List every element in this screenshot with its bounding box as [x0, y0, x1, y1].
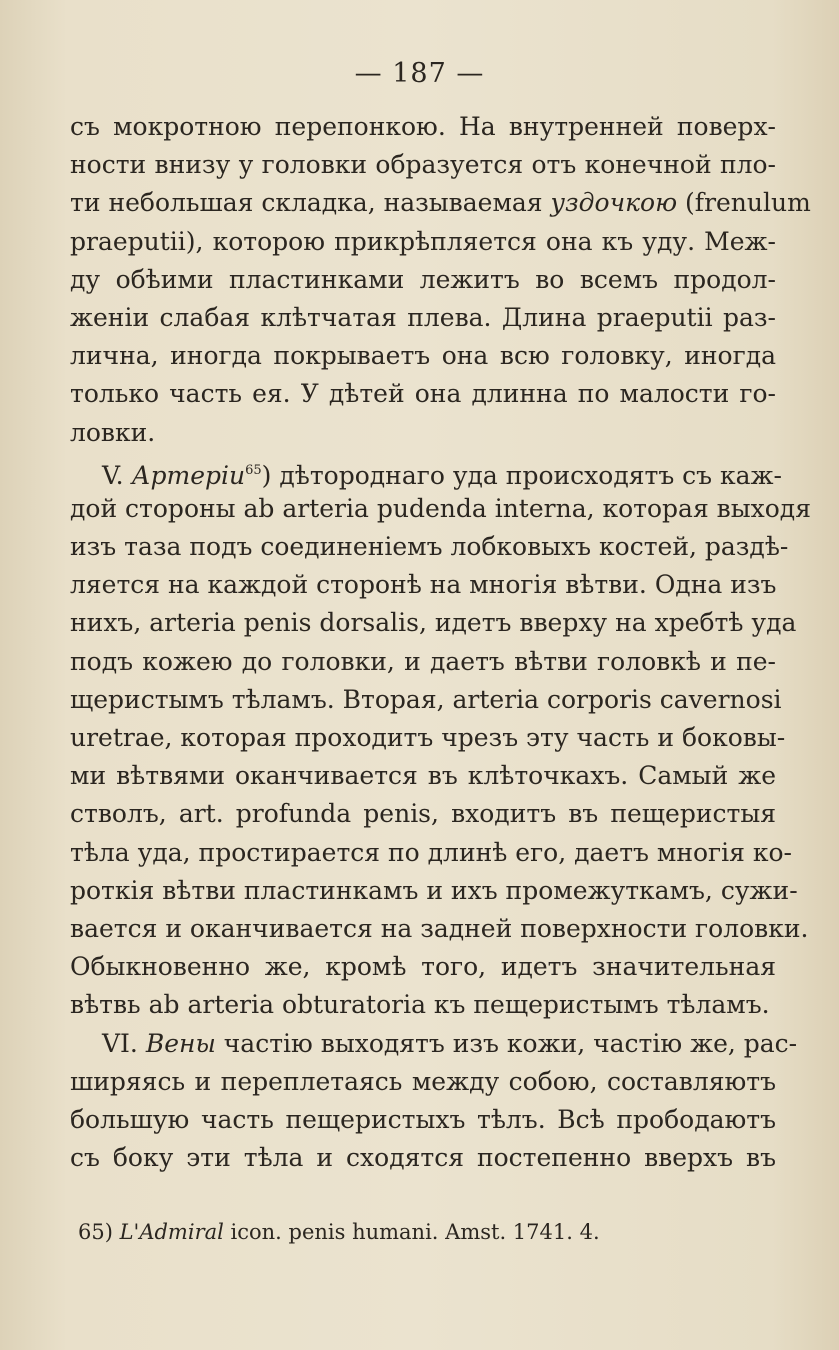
line-text: ширяясь и переплетаясь между собою, составляютъ [70, 1066, 776, 1096]
text-line [70, 375, 776, 413]
text-line [70, 719, 786, 757]
line-text: лична, иногда покрываетъ она всю головку, иногда [70, 341, 776, 371]
line-text: женіи слабая клѣтчатая плева. Длина praeputii раз- [70, 302, 776, 332]
line-text: ловки. [70, 417, 156, 447]
text-line [70, 948, 776, 986]
line-text: съ мокротною перепонкою. На внутренней поверх- [70, 112, 776, 141]
text-line [70, 1101, 776, 1139]
line-text: тѣла уда, простирается по длинѣ его, даетъ многія ко- [70, 837, 792, 867]
line-text: большую часть пещеристыхъ тѣлъ. Всѣ прободаютъ [70, 1104, 776, 1134]
footnote [78, 1220, 600, 1244]
footnote-mark: 65) [78, 1220, 113, 1244]
text-line [70, 184, 811, 222]
text-line [70, 566, 776, 604]
line-text: VI. [102, 1028, 146, 1058]
text-line [70, 757, 776, 795]
line-text: Обыкновенно же, кромѣ того, идетъ значительная [70, 952, 776, 982]
line-text: изъ таза подъ соединеніемъ лобковыхъ костей, раздѣ- [70, 532, 789, 562]
text-line [70, 834, 792, 872]
text-line [70, 452, 782, 490]
page-number: — 187 — [354, 58, 485, 89]
line-text: ляется на каждой сторонѣ на многія вѣтви. Одна изъ [70, 570, 777, 600]
text-line [70, 681, 782, 719]
text-line [70, 1139, 776, 1177]
text-line [70, 490, 811, 528]
text-line [70, 108, 776, 146]
text-line [70, 604, 797, 642]
line-text: дой стороны ab arteria pudenda interna, которая выходя [70, 493, 811, 523]
text-line [70, 223, 776, 261]
text-line [70, 261, 776, 299]
line-text: щеристымъ тѣламъ. Вторая, arteria corporis cavernosi [70, 684, 782, 714]
text-line [70, 643, 776, 681]
line-text: uretrae, которая проходитъ чрезъ эту часть и боковы- [70, 723, 786, 752]
line-text: стволъ, art. profunda penis, входитъ въ пещеристыя [70, 799, 776, 829]
text-line [70, 910, 809, 948]
italic-term: уздочкою [550, 188, 678, 218]
line-text: ности внизу у головки образуется отъ конечной пло- [70, 150, 776, 180]
text-line [70, 986, 776, 1024]
footnote-author: L'Admiral [119, 1220, 224, 1244]
text-line [70, 414, 776, 452]
italic-term: Вены [145, 1028, 216, 1058]
line-text: только часть ея. У дѣтей она длинна по малости го- [70, 379, 776, 409]
line-text: V. [102, 460, 132, 490]
text-line [70, 1025, 798, 1063]
line-text: съ боку эти тѣла и сходятся постепенно вверхъ въ [70, 1143, 776, 1173]
text-line [70, 1063, 776, 1101]
text-line [70, 795, 776, 833]
text-line [70, 528, 789, 566]
line-text: роткія вѣтви пластинкамъ и ихъ промежуткамъ, сужи- [70, 875, 798, 905]
line-text: (frenulum [677, 188, 811, 218]
line-text: ) дѣтороднаго уда происходятъ съ каж- [261, 460, 782, 490]
line-text: вѣтвь ab arteria obturatoria къ пещеристымъ тѣламъ. [70, 990, 770, 1020]
line-text: подъ кожею до головки, и даетъ вѣтви головкѣ и пе- [70, 646, 776, 676]
line-text: вается и оканчивается на задней поверхности головки. [70, 913, 809, 943]
text-line [70, 146, 776, 184]
line-text: ду обѣими пластинками лежитъ во всемъ продол- [70, 264, 776, 294]
footnote-ref: 65 [245, 462, 262, 478]
text-line [70, 299, 776, 337]
line-text: ми вѣтвями оканчивается въ клѣточкахъ. Самый же [70, 761, 776, 791]
italic-term: Артеріи [131, 460, 246, 490]
line-text: нихъ, arteria penis dorsalis, идетъ вверху на хребтѣ уда [70, 608, 797, 638]
body-text [70, 108, 811, 1177]
text-line [70, 872, 798, 910]
line-text: praeputii), которою прикрѣпляется она къ уду. Меж- [70, 226, 776, 256]
line-text: ти небольшая складка, называемая [70, 188, 551, 218]
line-text: частію выходятъ изъ кожи, частію же, рас- [215, 1028, 798, 1058]
text-line [70, 337, 776, 375]
footnote-text: icon. penis humani. Amst. 1741. 4. [223, 1220, 600, 1244]
